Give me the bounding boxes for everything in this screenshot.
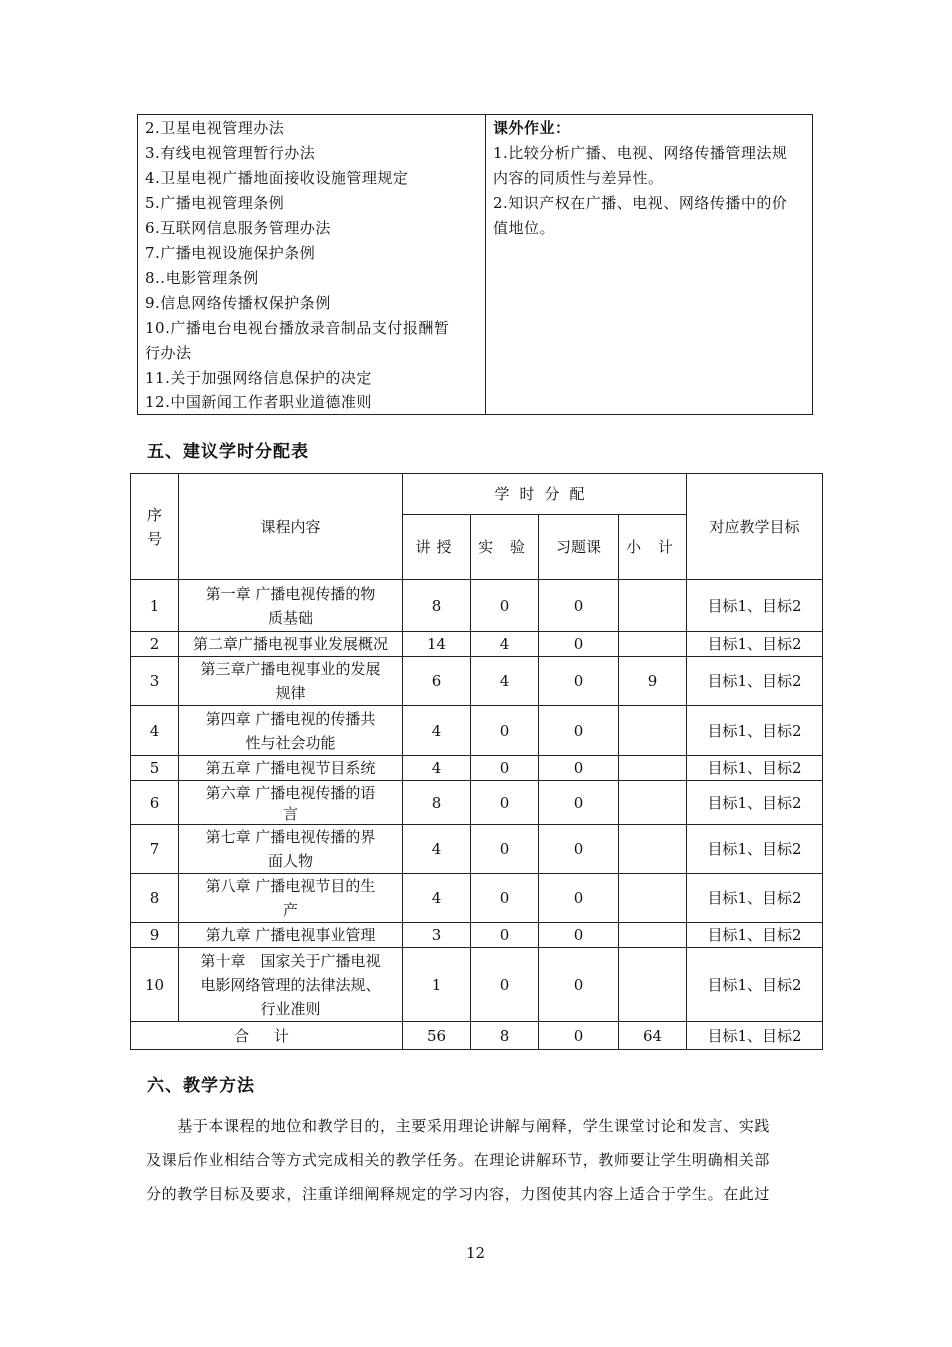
homework-item: 1.比较分析广播、电视、网络传播管理法规	[493, 144, 788, 162]
regulation-item: 4.卫星电视广播地面接收设施管理规定	[145, 169, 409, 187]
regulation-item: 8..电影管理条例	[145, 269, 259, 287]
table-row: 1 第一章 广播电视传播的物 质基础 8 0 0 目标1、目标2	[131, 580, 823, 632]
table-row: 5 第五章 广播电视节目系统 4 0 0 目标1、目标2	[131, 756, 823, 781]
homework-item: 内容的同质性与差异性。	[493, 169, 664, 187]
header-content: 课程内容	[179, 474, 403, 580]
regulation-item: 5.广播电视管理条例	[145, 194, 285, 212]
column-divider	[485, 115, 486, 414]
table-row: 7 第七章 广播电视传播的界 面人物 4 0 0 目标1、目标2	[131, 825, 823, 874]
teaching-method-paragraph	[146, 1109, 810, 1211]
regulation-item: 3.有线电视管理暂行办法	[145, 144, 316, 162]
regulation-item: 6.互联网信息服务管理办法	[145, 219, 331, 237]
section-5-title: 五、建议学时分配表	[147, 442, 309, 462]
table-row: 8 第八章 广播电视节目的生 产 4 0 0 目标1、目标2	[131, 874, 823, 923]
chapter-cell: 第七章 广播电视传播的界 面人物	[179, 825, 403, 874]
header-allocation: 学时分配	[403, 474, 687, 515]
regulation-item: 11.关于加强网络信息保护的决定	[145, 369, 372, 387]
chapter-cell: 第二章广播电视事业发展概况	[179, 632, 403, 657]
chapter-cell: 第三章广播电视事业的发展 规律	[179, 657, 403, 706]
chapter-cell: 第十章 国家关于广播电视 电影网络管理的法律法规、 行业准则	[179, 948, 403, 1022]
chapter-cell: 第六章 广播电视传播的语 言	[179, 781, 403, 825]
table-row: 6 第六章 广播电视传播的语 言 8 0 0 目标1、目标2	[131, 781, 823, 825]
regulation-item: 7.广播电视设施保护条例	[145, 244, 316, 262]
total-row: 合 计 56 8 0 64 目标1、目标2	[131, 1022, 823, 1050]
regulation-item: 行办法	[145, 344, 192, 362]
table-row: 9 第九章 广播电视事业管理 3 0 0 目标1、目标2	[131, 923, 823, 948]
homework-item: 2.知识产权在广播、电视、网络传播中的价	[493, 194, 788, 212]
header-lecture: 讲授	[403, 515, 471, 580]
chapter-cell: 第八章 广播电视节目的生 产	[179, 874, 403, 923]
paragraph-line: 基于本课程的地位和教学目的，主要采用理论讲解与阐释，学生课堂讨论和发言、实践	[146, 1117, 771, 1135]
chapter-cell: 第一章 广播电视传播的物 质基础	[179, 580, 403, 632]
section-6-title: 六、教学方法	[147, 1076, 255, 1096]
page-number: 12	[466, 1244, 486, 1262]
table-row: 2 第二章广播电视事业发展概况 14 4 0 目标1、目标2	[131, 632, 823, 657]
header-exercise: 习题课	[539, 515, 619, 580]
table-row: 3 第三章广播电视事业的发展 规律 6 4 0 9 目标1、目标2	[131, 657, 823, 706]
top-table	[137, 114, 813, 415]
regulation-item: 2.卫星电视管理办法	[145, 119, 285, 137]
paragraph-line: 分的教学目标及要求，注重详细阐释规定的学习内容，力图使其内容上适合于学生。在此过	[146, 1185, 771, 1203]
regulation-item: 9.信息网络传播权保护条例	[145, 294, 331, 312]
total-label: 合 计	[131, 1022, 403, 1050]
homework-title: 课外作业：	[493, 119, 571, 137]
table-row: 4 第四章 广播电视的传播共 性与社会功能 4 0 0 目标1、目标2	[131, 706, 823, 756]
chapter-cell: 第九章 广播电视事业管理	[179, 923, 403, 948]
header-goal: 对应教学目标	[687, 474, 823, 580]
header-seq: 序 号	[131, 474, 179, 580]
table-row: 10 第十章 国家关于广播电视 电影网络管理的法律法规、 行业准则 1 0 0 目标1、目标2	[131, 948, 823, 1022]
chapter-cell: 第四章 广播电视的传播共 性与社会功能	[179, 706, 403, 756]
header-subtotal: 小 计	[619, 515, 687, 580]
hours-allocation-table	[130, 473, 822, 1049]
regulation-item: 12.中国新闻工作者职业道德准则	[145, 393, 372, 411]
homework-item: 值地位。	[493, 219, 556, 237]
chapter-cell: 第五章 广播电视节目系统	[179, 756, 403, 781]
regulation-item: 10.广播电台电视台播放录音制品支付报酬暂	[145, 319, 450, 337]
header-experiment: 实 验	[471, 515, 539, 580]
paragraph-line: 及课后作业相结合等方式完成相关的教学任务。在理论讲解环节，教师要让学生明确相关部	[146, 1151, 771, 1169]
